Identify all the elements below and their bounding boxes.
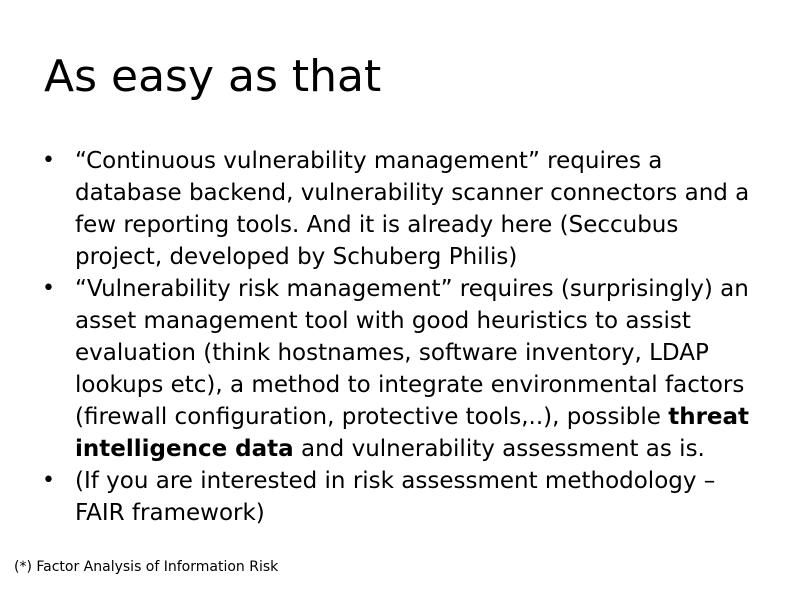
bullet-text — [75, 276, 749, 462]
bullet-text-bold: threat intelligence data — [75, 404, 750, 462]
slide-title: As easy as that — [44, 51, 382, 102]
bullet-text: “Continuous vulnerability management” requires a database backend, vulnerability scanner connectors and a few reporting tools. And it is already here (Seccubus project, developed by Schuberg Philis) — [75, 148, 750, 270]
bullet-item — [0, 465, 800, 529]
bullet-text-part: and vulnerability assessment as is. — [293, 436, 705, 462]
footnote: (*) Factor Analysis of Information Risk — [14, 559, 279, 575]
bullet-list — [0, 145, 800, 529]
bullet-dot-icon: • — [42, 468, 55, 493]
bullet-dot-icon: • — [42, 276, 55, 301]
bullet-item — [0, 145, 800, 273]
bullet-text: (If you are interested in risk assessment methodology – FAIR framework) — [75, 468, 716, 526]
bullet-text-part: “Vulnerability risk management” requires (surprisingly) an asset management tool with good heuristics to assist evaluation (think hostnames, software inventory, LDAP lookups etc), a method to integrate environmental factors (firewall configuration, protective tools,..), possible — [75, 276, 749, 430]
bullet-item — [0, 273, 800, 465]
bullet-dot-icon: • — [42, 148, 55, 173]
